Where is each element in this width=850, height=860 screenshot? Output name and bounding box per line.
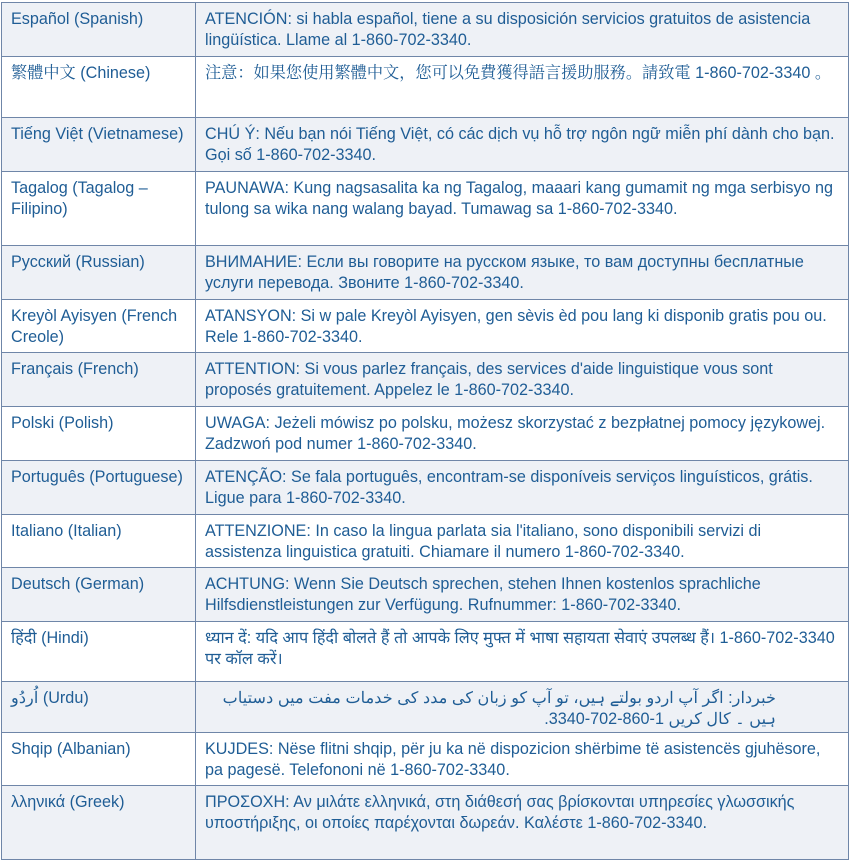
notice-text: ATANSYON: Si w pale Kreyòl Ayisyen, gen sèvis èd pou lang ki disponib gratis pou ou. Rele 1-860-702-3340.: [196, 300, 849, 353]
table-row-vietnamese: [2, 118, 849, 172]
language-name: Tiếng Việt (Vietnamese): [2, 118, 196, 172]
language-name: اُردُو (Urdu): [2, 682, 196, 733]
table-row-portuguese: [2, 461, 849, 515]
language-name: Español (Spanish): [2, 3, 196, 57]
notice-text: ATTENZIONE: In caso la lingua parlata sia l'italiano, sono disponibili servizi di assistenza linguistica gratuiti. Chiamare il numero 1-860-702-3340.: [196, 515, 849, 568]
language-name: Italiano (Italian): [2, 515, 196, 568]
notice-text: خبردار: اگر آپ اردو بولتے ہیں، تو آپ کو زبان کی مدد کی خدمات مفت میں دستیاب ہیں ۔ کال کریں 1-860-702-3340.: [196, 682, 849, 733]
table-row-italian: [2, 515, 849, 568]
table-row-french: [2, 353, 849, 407]
language-name: Polski (Polish): [2, 407, 196, 461]
language-name: Français (French): [2, 353, 196, 407]
notice-text: UWAGA: Jeżeli mówisz po polsku, możesz skorzystać z bezpłatnej pomocy językowej. Zadzwoń pod numer 1-860-702-3340.: [196, 407, 849, 461]
notice-text: ATENCIÓN: si habla español, tiene a su disposición servicios gratuitos de asistencia lingüística. Llame al 1-860-702-3340.: [196, 3, 849, 57]
language-name: Русский (Russian): [2, 246, 196, 300]
table-row-chinese: [2, 57, 849, 118]
notice-text: ध्यान दें: यदि आप हिंदी बोलते हैं तो आपके लिए मुफ्त में भाषा सहायता सेवाएं उपलब्ध हैं। 1-860-702-3340 पर कॉल करें।: [196, 622, 849, 682]
table-row-polish: [2, 407, 849, 461]
notice-text: ATENÇÃO: Se fala português, encontram-se disponíveis serviços linguísticos, grátis. Ligue para 1-860-702-3340.: [196, 461, 849, 515]
notice-text: PAUNAWA: Kung nagsasalita ka ng Tagalog, maaari kang gumamit ng mga serbisyo ng tulong sa wika nang walang bayad. Tumawag sa 1-860-702-3340.: [196, 172, 849, 246]
table-row-french-creole: [2, 300, 849, 353]
notice-text: CHÚ Ý: Nếu bạn nói Tiếng Việt, có các dịch vụ hỗ trợ ngôn ngữ miễn phí dành cho bạn. Gọi số 1-860-702-3340.: [196, 118, 849, 172]
table-row-urdu: [2, 682, 849, 733]
language-name: Deutsch (German): [2, 568, 196, 622]
notice-text: ACHTUNG: Wenn Sie Deutsch sprechen, stehen Ihnen kostenlos sprachliche Hilfsdienstleistungen zur Verfügung. Rufnummer: 1-860-702-3340.: [196, 568, 849, 622]
table-row-hindi: [2, 622, 849, 682]
notice-text: ΠΡΟΣΟΧΗ: Αν μιλάτε ελληνικά, στη διάθεσή σας βρίσκονται υπηρεσίες γλωσσικής υποστήριξης, οι οποίες παρέχονται δωρεάν. Καλέστε 1-860-702-3340.: [196, 786, 849, 860]
language-name: Tagalog (Tagalog – Filipino): [2, 172, 196, 246]
notice-text: 注意：如果您使用繁體中文，您可以免費獲得語言援助服務。請致電 1-860-702-3340 。: [196, 57, 849, 118]
table-row-russian: [2, 246, 849, 300]
language-name: Português (Portuguese): [2, 461, 196, 515]
table-row-greek: [2, 786, 849, 860]
table-row-tagalog: [2, 172, 849, 246]
language-assistance-table: [1, 2, 849, 860]
notice-text: ATTENTION: Si vous parlez français, des services d'aide linguistique vous sont proposés gratuitement. Appelez le 1-860-702-3340.: [196, 353, 849, 407]
language-name: Shqip (Albanian): [2, 733, 196, 786]
language-name: हिंदी (Hindi): [2, 622, 196, 682]
table-row-albanian: [2, 733, 849, 786]
notice-text: KUJDES: Nëse flitni shqip, për ju ka në dispozicion shërbime të asistencës gjuhësore, pa pagesë. Telefononi në 1-860-702-3340.: [196, 733, 849, 786]
table-row-german: [2, 568, 849, 622]
language-name: Kreyòl Ayisyen (French Creole): [2, 300, 196, 353]
language-name: λληνικά (Greek): [2, 786, 196, 860]
table-row-spanish: [2, 3, 849, 57]
notice-text: ВНИМАНИЕ: Если вы говорите на русском языке, то вам доступны бесплатные услуги перевода. Звоните 1-860-702-3340.: [196, 246, 849, 300]
language-name: 繁體中文 (Chinese): [2, 57, 196, 118]
